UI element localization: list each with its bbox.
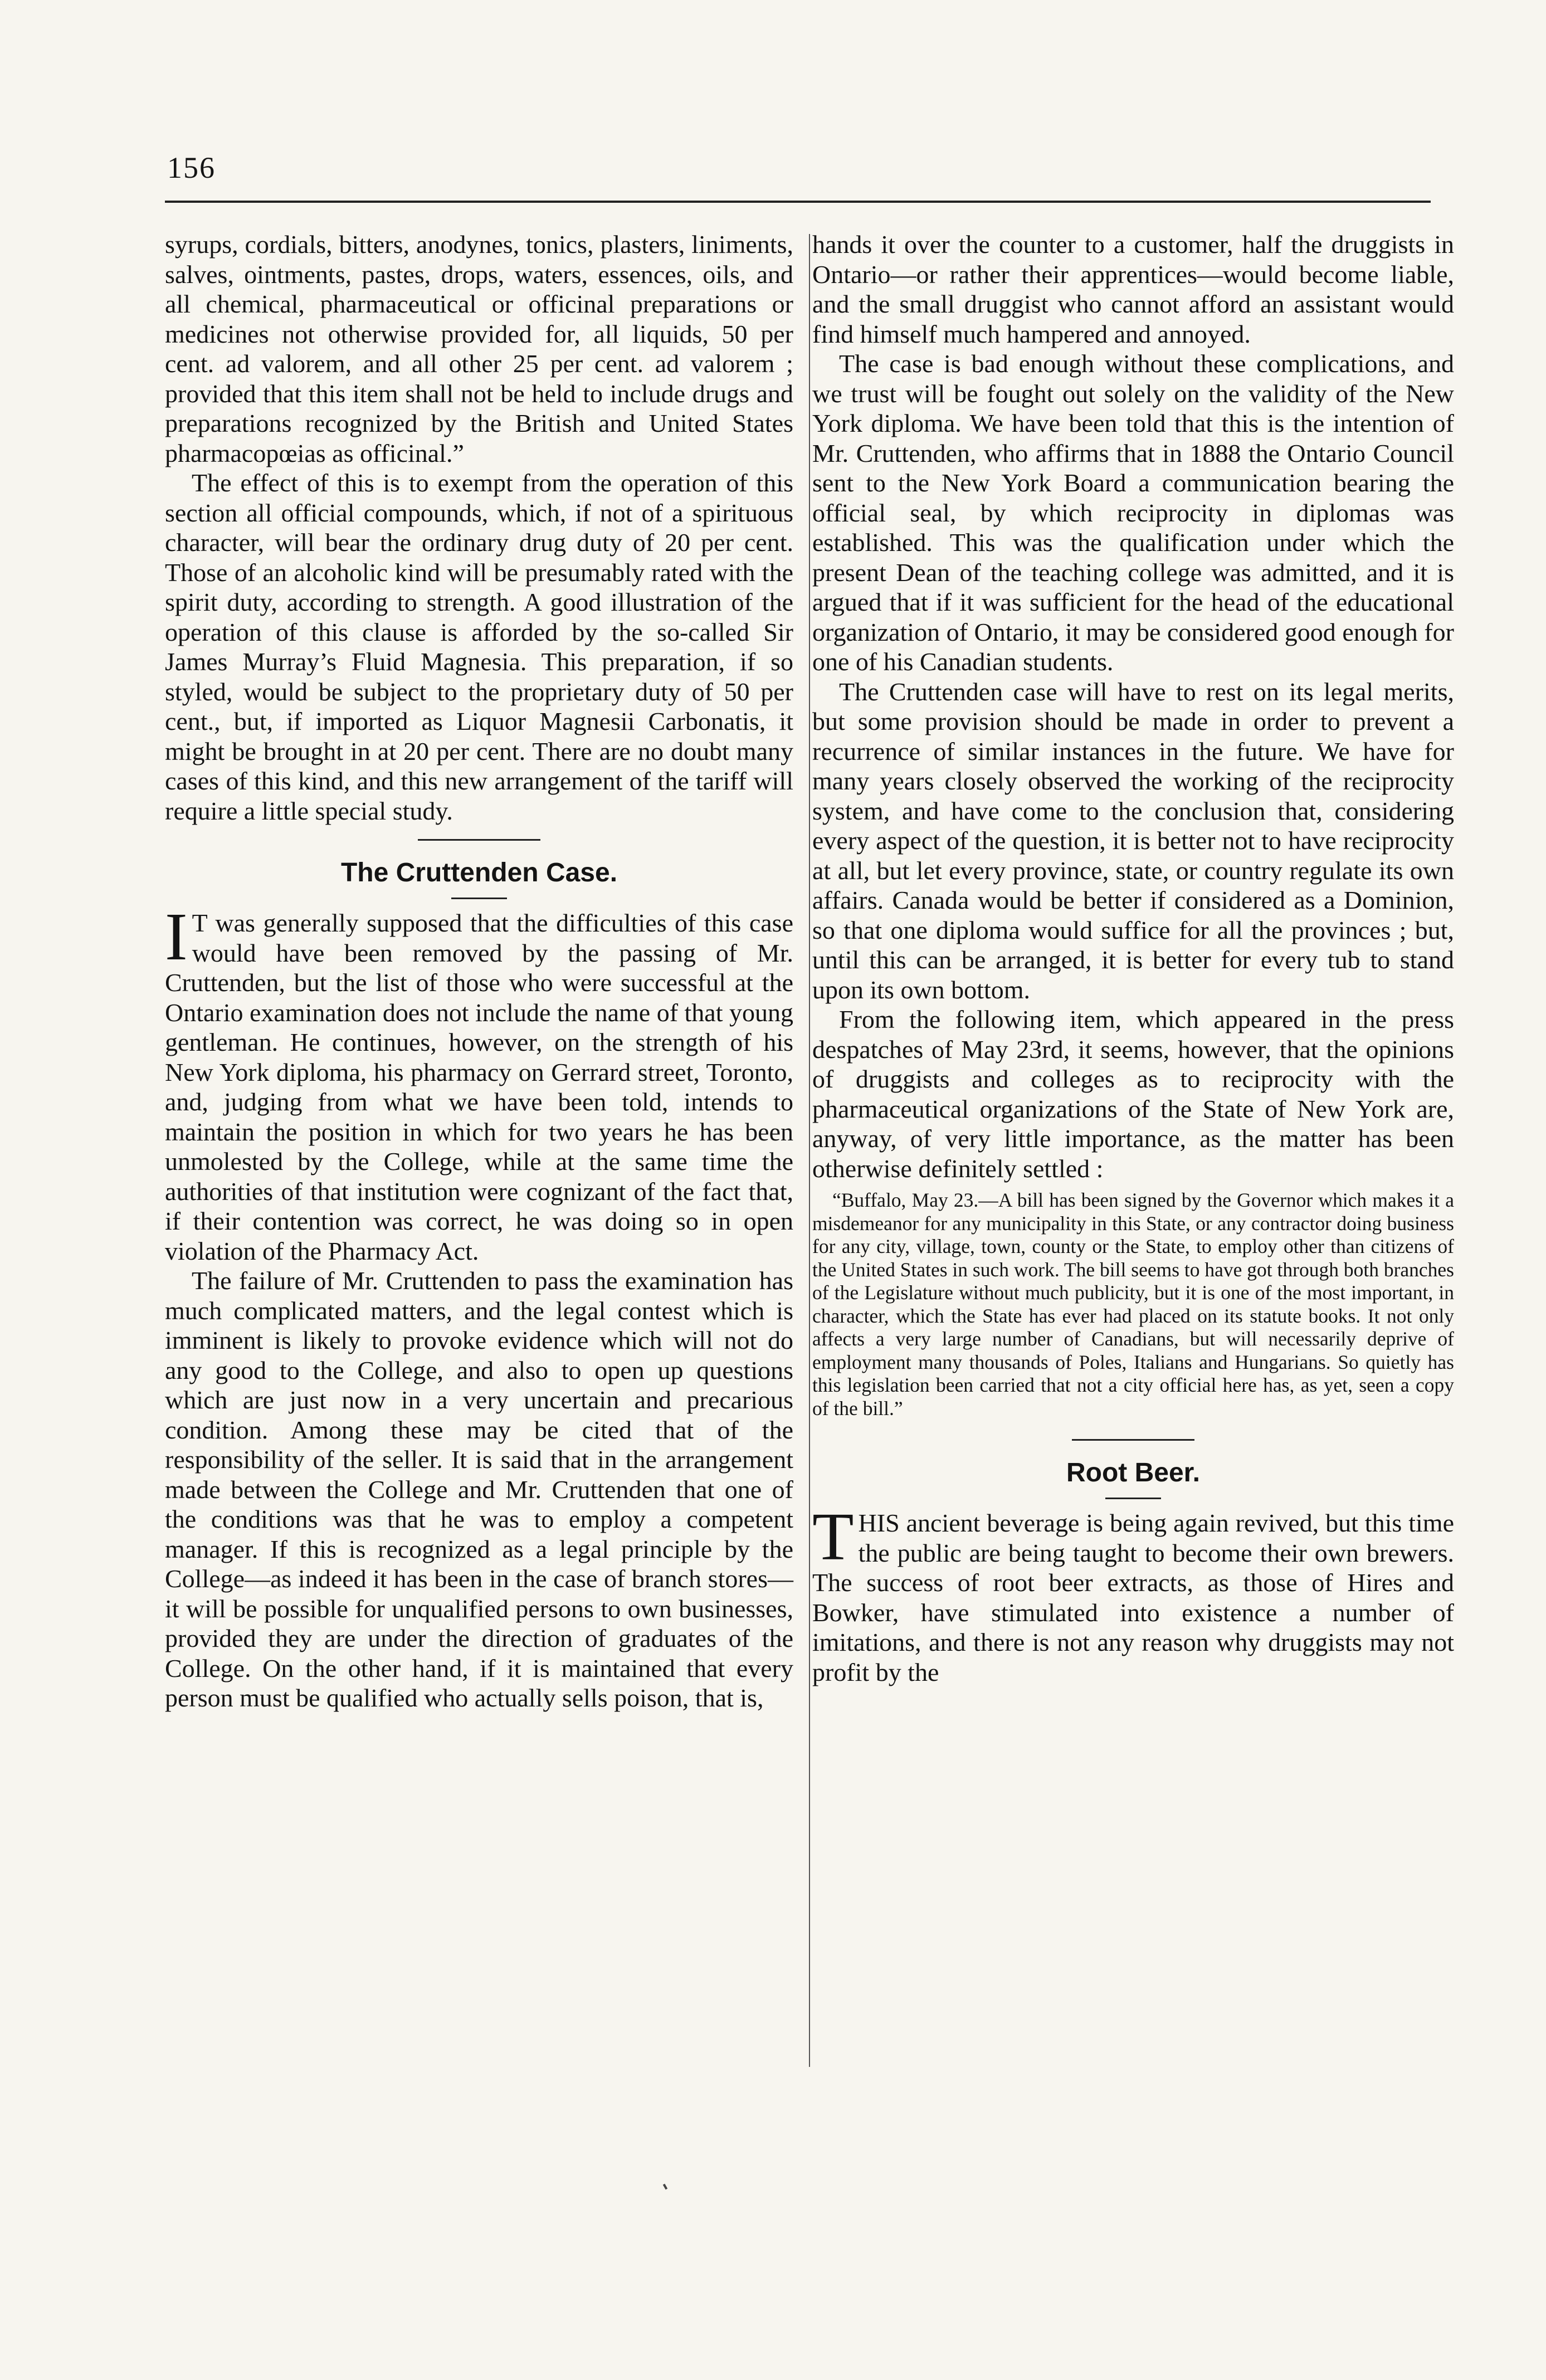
section-rule-2 (1072, 1439, 1194, 1441)
right-paragraph-1: hands it over the counter to a customer, half the druggists in Ontario—or rather their apprentices—would become liable, and the small druggist who cannot afford an assistant would find himself much hampered and annoyed. (812, 230, 1454, 348)
buffalo-quote: “Buffalo, May 23.—A bill has been signed by the Governor which makes it a misdemeanor for any municipality in this State, or any contractor doing business for any city, village, town, county or the State, to employ other than citizens of the United States in such work. The bill seems to have got through both branches of the Legislature without much publicity, but it is one of the most important, in character, which the State has ever had placed on its statute books. It not only affects a very large number of Canadians, but will necessarily deprive of employment many thousands of Poles, Italians and Hungarians. So quietly has this legislation been carried that not a city official here has, as yet, seen a copy of the bill.” (812, 1189, 1454, 1420)
right-column (812, 230, 1454, 1687)
heading-underline-2 (1105, 1498, 1161, 1499)
heading-underline (451, 898, 507, 899)
header-rule (165, 201, 1431, 203)
left-paragraph-3: IT was generally supposed that the difficulties of this case would have been removed by the passing of Mr. Cruttenden, but the list of those who were successful at the Ontario examination does not include the name of that young gentleman. He continues, however, on the strength of his New York diploma, his pharmacy on Gerrard street, Toronto, and, judging from what we have been told, intends to maintain the position in which for two years he has been unmolested by the College, while at the same time the authorities of that institution were cognizant of the fact that, if their contention was correct, he was doing so in open violation of the Pharmacy Act. (165, 899, 793, 1265)
print-speck (663, 2184, 667, 2190)
left-column (165, 230, 793, 1713)
section-rule (418, 839, 540, 841)
right-paragraph-5: THIS ancient beverage is being again revived, but this time the public are being taught to become their own brewers. The success of root beer extracts, as those of Hires and Bowker, have stimulated into existence a number of imitations, and there is not any reason why druggists may not profit by the (812, 1499, 1454, 1686)
page-number: 156 (167, 151, 216, 184)
left-paragraph-2: The effect of this is to exempt from the operation of this section all official compounds, which, if not of a spirituous character, will bear the ordinary drug duty of 20 per cent. Those of an alcoholic kind will be presumably rated with the spirit duty, according to strength. A good illustration of the operation of this clause is afforded by the so-called Sir James Murray’s Fluid Magnesia. This preparation, if so styled, would be subject to the proprietary duty of 50 per cent., but, if imported as Liquor Magnesii Carbonatis, it might be brought in at 20 per cent. There are no doubt many cases of this kind, and this new arrangement of the tariff will require a little special study. (165, 469, 793, 825)
heading-cruttenden-case: The Cruttenden Case. (340, 858, 618, 887)
heading-root-beer: Root Beer. (1066, 1458, 1201, 1488)
right-paragraph-3: The Cruttenden case will have to rest on its legal merits, but some provision should be made in order to prevent a recurrence of similar instances in the future. We have for many years closely observed the working of the reciprocity system, and have come to the conclusion that, considering every aspect of the question, it is better not to have reciprocity at all, but let every province, state, or country regulate its own affairs. Canada would be better if considered as a Dominion, so that one diploma would suffice for all the provinces ; but, until this can be arranged, it is better for every tub to stand upon its own bottom. (812, 677, 1454, 1004)
left-paragraph-1: syrups, cordials, bitters, anodynes, tonics, plasters, liniments, salves, ointments, pastes, drops, waters, essences, oils, and all chemical, pharmaceutical or officinal preparations or medicines not otherwise provided for, all liquids, 50 per cent. ad valorem, and all other 25 per cent. ad valorem ; provided that this item shall not be held to include drugs and preparations recognized by the British and United States pharmacopœias as officinal.” (165, 230, 793, 467)
right-paragraph-2: The case is bad enough without these complications, and we trust will be fought out solely on the validity of the New York diploma. We have been told that this is the intention of Mr. Cruttenden, who affirms that in 1888 the Ontario Council sent to the New York Board a communication bearing the official seal, by which reciprocity in diplomas was established. This was the qualification under which the present Dean of the teaching college was admitted, and it is argued that if it was sufficient for the head of the educational organization of Ontario, it may be considered good enough for one of his Canadian students. (812, 349, 1454, 676)
column-divider (809, 234, 810, 2067)
right-paragraph-4: From the following item, which appeared in the press despatches of May 23rd, it seems, however, that the opinions of druggists and colleges as to reciprocity with the pharmaceutical organizations of the State of New York are, anyway, of very little importance, as the matter has been otherwise definitely settled : (812, 1005, 1454, 1183)
left-paragraph-4: The failure of Mr. Cruttenden to pass the examination has much complicated matters, and the legal contest which is imminent is likely to provoke evidence which will not do any good to the College, and also to open up questions which are just now in a very uncertain and precarious condition. Among these may be cited that of the responsibility of the seller. It is said that in the arrangement made between the College and Mr. Cruttenden that one of the conditions was that he was to employ a competent manager. If this is recognized as a legal principle by the College—as indeed it has been in the case of branch stores—it will be possible for unqualified persons to own businesses, provided they are under the direction of graduates of the College. On the other hand, if it is maintained that every person must be qualified who actually sells poison, that is, (165, 1266, 793, 1712)
